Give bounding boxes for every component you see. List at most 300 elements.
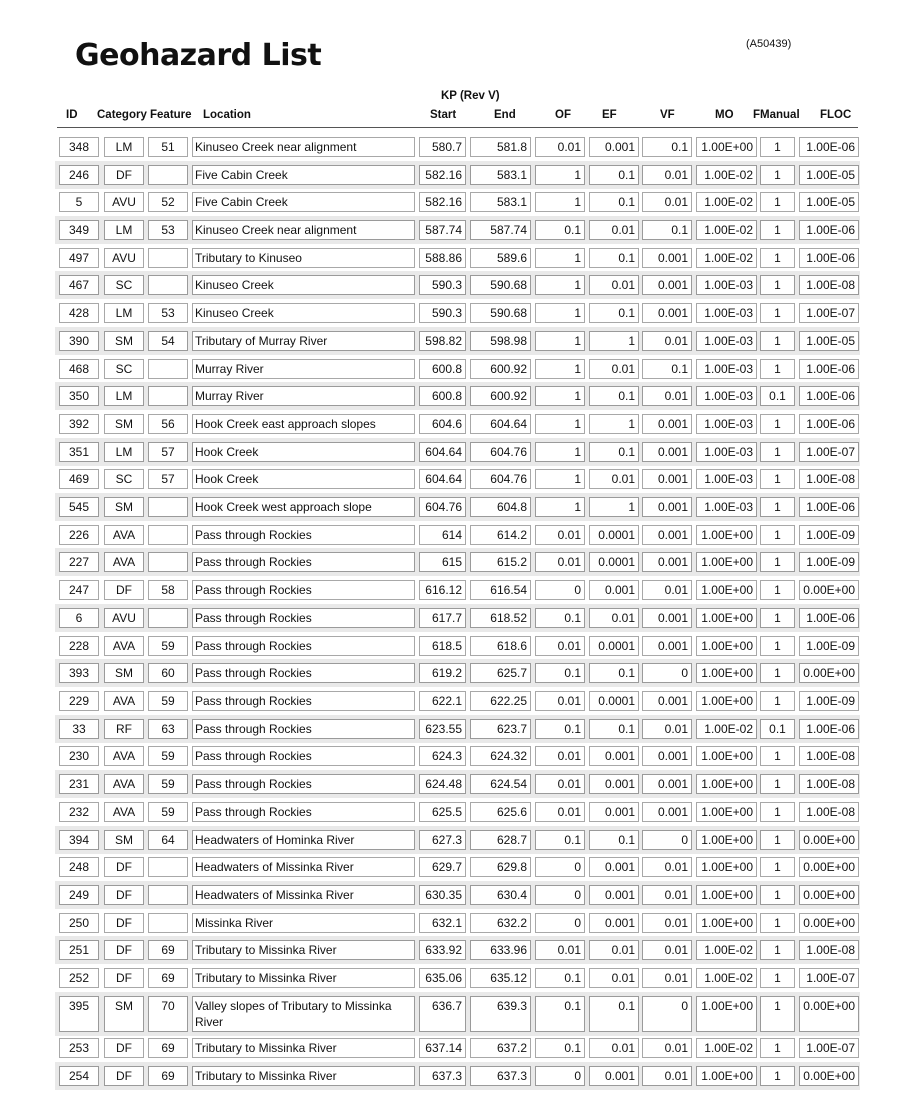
cell-vf: 0.01 — [642, 719, 692, 739]
cell-ef: 0.0001 — [589, 552, 639, 572]
cell-location: Pass through Rockies — [192, 746, 415, 766]
cell-start: 582.16 — [419, 165, 466, 185]
cell-fmanual: 1 — [760, 996, 795, 1032]
cell-of: 0.01 — [535, 137, 585, 157]
cell-start: 590.3 — [419, 275, 466, 295]
cell-vf: 0.001 — [642, 442, 692, 462]
cell-feature: 59 — [148, 802, 188, 822]
cell-category: LM — [104, 220, 144, 240]
cell-mo: 1.00E+00 — [696, 885, 757, 905]
cell-start: 629.7 — [419, 857, 466, 877]
cell-vf: 0.001 — [642, 497, 692, 517]
cell-id: 227 — [59, 552, 99, 572]
cell-vf: 0 — [642, 830, 692, 850]
cell-end: 600.92 — [470, 359, 531, 379]
cell-id: 497 — [59, 248, 99, 268]
cell-id: 350 — [59, 386, 99, 406]
cell-id: 394 — [59, 830, 99, 850]
cell-fmanual: 1 — [760, 275, 795, 295]
cell-location: Tributary to Missinka River — [192, 1038, 415, 1058]
cell-feature — [148, 386, 188, 406]
cell-start: 624.48 — [419, 774, 466, 794]
cell-location: Tributary to Missinka River — [192, 968, 415, 988]
cell-vf: 0.001 — [642, 608, 692, 628]
table-row — [0, 161, 901, 189]
cell-floc: 0.00E+00 — [799, 1066, 859, 1086]
cell-vf: 0.001 — [642, 303, 692, 323]
cell-of: 0.1 — [535, 719, 585, 739]
cell-fmanual: 1 — [760, 248, 795, 268]
table-row — [0, 1062, 901, 1090]
cell-fmanual: 1 — [760, 830, 795, 850]
cell-ef: 0.1 — [589, 996, 639, 1032]
cell-start: 619.2 — [419, 663, 466, 683]
cell-of: 0.1 — [535, 663, 585, 683]
cell-ef: 1 — [589, 497, 639, 517]
cell-vf: 0.1 — [642, 359, 692, 379]
cell-vf: 0.001 — [642, 414, 692, 434]
cell-ef: 0.01 — [589, 469, 639, 489]
cell-feature — [148, 857, 188, 877]
table-row — [0, 909, 901, 937]
table-row — [0, 548, 901, 576]
cell-floc: 1.00E-06 — [799, 497, 859, 517]
cell-fmanual: 1 — [760, 442, 795, 462]
cell-category: DF — [104, 913, 144, 933]
cell-vf: 0.001 — [642, 248, 692, 268]
cell-end: 581.8 — [470, 137, 531, 157]
cell-start: 582.16 — [419, 192, 466, 212]
table-row — [0, 826, 901, 854]
cell-fmanual: 1 — [760, 192, 795, 212]
cell-vf: 0.001 — [642, 802, 692, 822]
cell-mo: 1.00E-03 — [696, 331, 757, 351]
cell-end: 614.2 — [470, 525, 531, 545]
cell-floc: 1.00E-05 — [799, 165, 859, 185]
cell-ef: 1 — [589, 414, 639, 434]
cell-category: AVA — [104, 691, 144, 711]
table-row — [0, 465, 901, 493]
table-row — [0, 299, 901, 327]
cell-end: 587.74 — [470, 220, 531, 240]
col-header-id: ID — [66, 109, 78, 121]
table-row — [0, 216, 901, 244]
cell-ef: 0.001 — [589, 137, 639, 157]
cell-id: 229 — [59, 691, 99, 711]
cell-location: Five Cabin Creek — [192, 165, 415, 185]
cell-of: 1 — [535, 248, 585, 268]
cell-floc: 1.00E-08 — [799, 940, 859, 960]
cell-of: 0.01 — [535, 691, 585, 711]
cell-ef: 0.001 — [589, 580, 639, 600]
cell-id: 468 — [59, 359, 99, 379]
cell-id: 254 — [59, 1066, 99, 1086]
table-row — [0, 1034, 901, 1062]
cell-location: Headwaters of Missinka River — [192, 857, 415, 877]
cell-end: 637.2 — [470, 1038, 531, 1058]
cell-floc: 1.00E-06 — [799, 359, 859, 379]
cell-mo: 1.00E-03 — [696, 359, 757, 379]
col-header-end: End — [494, 109, 516, 121]
cell-feature: 57 — [148, 442, 188, 462]
cell-start: 637.14 — [419, 1038, 466, 1058]
cell-location: Hook Creek west approach slope — [192, 497, 415, 517]
cell-floc: 1.00E-06 — [799, 414, 859, 434]
cell-of: 0 — [535, 913, 585, 933]
table-row — [0, 188, 901, 216]
cell-id: 428 — [59, 303, 99, 323]
cell-floc: 1.00E-06 — [799, 137, 859, 157]
cell-fmanual: 1 — [760, 1066, 795, 1086]
cell-floc: 1.00E-07 — [799, 303, 859, 323]
cell-end: 623.7 — [470, 719, 531, 739]
cell-floc: 1.00E-05 — [799, 331, 859, 351]
cell-fmanual: 0.1 — [760, 386, 795, 406]
cell-feature — [148, 525, 188, 545]
cell-start: 636.7 — [419, 996, 466, 1032]
table-row — [0, 881, 901, 909]
cell-start: 600.8 — [419, 359, 466, 379]
cell-ef: 0.01 — [589, 275, 639, 295]
cell-category: SM — [104, 331, 144, 351]
cell-feature: 58 — [148, 580, 188, 600]
cell-floc: 1.00E-05 — [799, 192, 859, 212]
cell-location: Valley slopes of Tributary to Missinka River — [192, 996, 415, 1032]
cell-vf: 0.01 — [642, 1066, 692, 1086]
cell-location: Pass through Rockies — [192, 774, 415, 794]
cell-fmanual: 1 — [760, 137, 795, 157]
cell-ef: 0.1 — [589, 165, 639, 185]
cell-start: 625.5 — [419, 802, 466, 822]
cell-id: 252 — [59, 968, 99, 988]
cell-fmanual: 1 — [760, 1038, 795, 1058]
cell-end: 624.54 — [470, 774, 531, 794]
cell-feature: 59 — [148, 774, 188, 794]
cell-location: Kinuseo Creek near alignment — [192, 137, 415, 157]
cell-floc: 0.00E+00 — [799, 885, 859, 905]
col-header-fmanual: FManual — [753, 109, 800, 121]
cell-fmanual: 1 — [760, 469, 795, 489]
cell-fmanual: 1 — [760, 774, 795, 794]
cell-location: Kinuseo Creek — [192, 303, 415, 323]
cell-mo: 1.00E-03 — [696, 442, 757, 462]
cell-mo: 1.00E-02 — [696, 192, 757, 212]
cell-start: 623.55 — [419, 719, 466, 739]
cell-feature: 59 — [148, 636, 188, 656]
cell-fmanual: 1 — [760, 857, 795, 877]
cell-fmanual: 1 — [760, 497, 795, 517]
cell-location: Headwaters of Hominka River — [192, 830, 415, 850]
cell-fmanual: 1 — [760, 165, 795, 185]
cell-id: 351 — [59, 442, 99, 462]
cell-of: 0.01 — [535, 802, 585, 822]
cell-ef: 0.01 — [589, 940, 639, 960]
cell-ef: 0.1 — [589, 248, 639, 268]
cell-start: 604.64 — [419, 469, 466, 489]
cell-feature: 69 — [148, 1038, 188, 1058]
cell-fmanual: 1 — [760, 608, 795, 628]
cell-mo: 1.00E+00 — [696, 802, 757, 822]
cell-feature: 70 — [148, 996, 188, 1032]
cell-location: Missinka River — [192, 913, 415, 933]
cell-vf: 0.1 — [642, 220, 692, 240]
table-row — [0, 853, 901, 881]
cell-ef: 0.1 — [589, 663, 639, 683]
cell-of: 1 — [535, 386, 585, 406]
cell-id: 253 — [59, 1038, 99, 1058]
cell-floc: 0.00E+00 — [799, 663, 859, 683]
cell-location: Murray River — [192, 386, 415, 406]
cell-feature — [148, 248, 188, 268]
cell-vf: 0.001 — [642, 746, 692, 766]
cell-feature: 69 — [148, 940, 188, 960]
cell-end: 604.8 — [470, 497, 531, 517]
table-row — [0, 936, 901, 964]
cell-feature — [148, 165, 188, 185]
cell-end: 616.54 — [470, 580, 531, 600]
cell-vf: 0.01 — [642, 885, 692, 905]
cell-category: SM — [104, 996, 144, 1032]
cell-of: 1 — [535, 303, 585, 323]
cell-category: DF — [104, 165, 144, 185]
cell-feature — [148, 275, 188, 295]
cell-end: 598.98 — [470, 331, 531, 351]
cell-mo: 1.00E+00 — [696, 608, 757, 628]
cell-id: 467 — [59, 275, 99, 295]
cell-location: Hook Creek — [192, 442, 415, 462]
cell-vf: 0.01 — [642, 192, 692, 212]
cell-floc: 1.00E-07 — [799, 442, 859, 462]
cell-vf: 0.01 — [642, 968, 692, 988]
cell-floc: 0.00E+00 — [799, 830, 859, 850]
table-row — [0, 770, 901, 798]
cell-id: 247 — [59, 580, 99, 600]
cell-start: 604.76 — [419, 497, 466, 517]
cell-of: 0.1 — [535, 608, 585, 628]
cell-fmanual: 1 — [760, 940, 795, 960]
cell-fmanual: 1 — [760, 359, 795, 379]
cell-vf: 0.001 — [642, 552, 692, 572]
cell-mo: 1.00E+00 — [696, 830, 757, 850]
cell-category: SC — [104, 469, 144, 489]
cell-mo: 1.00E+00 — [696, 996, 757, 1032]
cell-floc: 0.00E+00 — [799, 996, 859, 1032]
cell-floc: 0.00E+00 — [799, 580, 859, 600]
cell-ef: 1 — [589, 331, 639, 351]
cell-mo: 1.00E-02 — [696, 1038, 757, 1058]
cell-of: 1 — [535, 414, 585, 434]
cell-end: 637.3 — [470, 1066, 531, 1086]
cell-location: Hook Creek east approach slopes — [192, 414, 415, 434]
table-row — [0, 521, 901, 549]
cell-of: 0.01 — [535, 636, 585, 656]
cell-category: LM — [104, 386, 144, 406]
cell-mo: 1.00E-02 — [696, 220, 757, 240]
cell-floc: 1.00E-07 — [799, 1038, 859, 1058]
cell-end: 625.6 — [470, 802, 531, 822]
cell-id: 248 — [59, 857, 99, 877]
cell-mo: 1.00E+00 — [696, 663, 757, 683]
cell-location: Tributary to Kinuseo — [192, 248, 415, 268]
cell-location: Kinuseo Creek near alignment — [192, 220, 415, 240]
cell-id: 250 — [59, 913, 99, 933]
cell-ef: 0.1 — [589, 442, 639, 462]
cell-location: Pass through Rockies — [192, 636, 415, 656]
cell-category: AVA — [104, 746, 144, 766]
table-row — [0, 576, 901, 604]
cell-feature — [148, 552, 188, 572]
cell-of: 1 — [535, 275, 585, 295]
cell-feature: 63 — [148, 719, 188, 739]
cell-end: 639.3 — [470, 996, 531, 1032]
cell-ef: 0.01 — [589, 1038, 639, 1058]
cell-location: Pass through Rockies — [192, 552, 415, 572]
cell-feature — [148, 913, 188, 933]
cell-mo: 1.00E-03 — [696, 497, 757, 517]
col-header-vf: VF — [660, 109, 675, 121]
cell-end: 618.52 — [470, 608, 531, 628]
cell-location: Pass through Rockies — [192, 691, 415, 711]
cell-mo: 1.00E+00 — [696, 746, 757, 766]
cell-fmanual: 1 — [760, 885, 795, 905]
cell-category: AVA — [104, 774, 144, 794]
cell-category: DF — [104, 968, 144, 988]
cell-category: AVA — [104, 802, 144, 822]
cell-start: 618.5 — [419, 636, 466, 656]
table-row — [0, 133, 901, 161]
cell-feature — [148, 497, 188, 517]
cell-end: 590.68 — [470, 303, 531, 323]
cell-of: 1 — [535, 359, 585, 379]
cell-floc: 1.00E-08 — [799, 275, 859, 295]
cell-category: SM — [104, 414, 144, 434]
cell-mo: 1.00E+00 — [696, 636, 757, 656]
cell-category: DF — [104, 885, 144, 905]
cell-floc: 1.00E-09 — [799, 636, 859, 656]
cell-fmanual: 1 — [760, 691, 795, 711]
table-row — [0, 271, 901, 299]
cell-of: 0 — [535, 580, 585, 600]
cell-of: 0 — [535, 885, 585, 905]
cell-fmanual: 1 — [760, 913, 795, 933]
cell-ef: 0.001 — [589, 774, 639, 794]
cell-feature: 64 — [148, 830, 188, 850]
cell-vf: 0.001 — [642, 525, 692, 545]
cell-location: Pass through Rockies — [192, 802, 415, 822]
cell-vf: 0.001 — [642, 636, 692, 656]
col-header-category: Category — [97, 109, 147, 121]
cell-start: 580.7 — [419, 137, 466, 157]
cell-end: 630.4 — [470, 885, 531, 905]
cell-ef: 0.0001 — [589, 636, 639, 656]
cell-end: 590.68 — [470, 275, 531, 295]
cell-id: 393 — [59, 663, 99, 683]
cell-location: Murray River — [192, 359, 415, 379]
cell-feature — [148, 359, 188, 379]
cell-location: Hook Creek — [192, 469, 415, 489]
cell-vf: 0.001 — [642, 691, 692, 711]
cell-id: 348 — [59, 137, 99, 157]
cell-mo: 1.00E+00 — [696, 525, 757, 545]
cell-location: Pass through Rockies — [192, 663, 415, 683]
cell-mo: 1.00E-03 — [696, 414, 757, 434]
cell-category: SM — [104, 663, 144, 683]
cell-floc: 0.00E+00 — [799, 857, 859, 877]
table-row — [0, 327, 901, 355]
cell-ef: 0.0001 — [589, 525, 639, 545]
cell-ef: 0.001 — [589, 1066, 639, 1086]
cell-category: LM — [104, 137, 144, 157]
cell-of: 0.01 — [535, 774, 585, 794]
cell-fmanual: 1 — [760, 580, 795, 600]
cell-location: Pass through Rockies — [192, 525, 415, 545]
cell-floc: 1.00E-08 — [799, 774, 859, 794]
cell-mo: 1.00E+00 — [696, 857, 757, 877]
cell-start: 604.6 — [419, 414, 466, 434]
cell-category: DF — [104, 580, 144, 600]
cell-start: 622.1 — [419, 691, 466, 711]
cell-id: 230 — [59, 746, 99, 766]
cell-feature: 59 — [148, 691, 188, 711]
cell-mo: 1.00E+00 — [696, 580, 757, 600]
cell-ef: 0.001 — [589, 913, 639, 933]
col-header-feature: Feature — [150, 109, 192, 121]
cell-category: AVA — [104, 636, 144, 656]
cell-id: 392 — [59, 414, 99, 434]
cell-ef: 0.1 — [589, 386, 639, 406]
cell-end: 583.1 — [470, 165, 531, 185]
cell-start: 635.06 — [419, 968, 466, 988]
cell-mo: 1.00E-02 — [696, 165, 757, 185]
cell-id: 390 — [59, 331, 99, 351]
cell-id: 232 — [59, 802, 99, 822]
cell-feature: 53 — [148, 303, 188, 323]
cell-id: 249 — [59, 885, 99, 905]
cell-id: 349 — [59, 220, 99, 240]
cell-of: 0.01 — [535, 746, 585, 766]
cell-start: 600.8 — [419, 386, 466, 406]
cell-category: SC — [104, 275, 144, 295]
cell-of: 0.1 — [535, 996, 585, 1032]
cell-ef: 0.001 — [589, 802, 639, 822]
cell-mo: 1.00E+00 — [696, 552, 757, 572]
cell-location: Tributary to Missinka River — [192, 940, 415, 960]
cell-of: 0.01 — [535, 525, 585, 545]
col-header-ef: EF — [602, 109, 617, 121]
cell-id: 231 — [59, 774, 99, 794]
cell-of: 1 — [535, 165, 585, 185]
cell-start: 616.12 — [419, 580, 466, 600]
cell-floc: 1.00E-07 — [799, 968, 859, 988]
cell-start: 604.64 — [419, 442, 466, 462]
cell-end: 615.2 — [470, 552, 531, 572]
cell-category: DF — [104, 1038, 144, 1058]
table-row — [0, 992, 901, 1036]
cell-vf: 0.01 — [642, 857, 692, 877]
cell-of: 0 — [535, 1066, 585, 1086]
cell-feature — [148, 608, 188, 628]
cell-of: 0.1 — [535, 220, 585, 240]
cell-end: 600.92 — [470, 386, 531, 406]
cell-mo: 1.00E+00 — [696, 913, 757, 933]
cell-end: 635.12 — [470, 968, 531, 988]
cell-category: RF — [104, 719, 144, 739]
cell-vf: 0.01 — [642, 331, 692, 351]
cell-vf: 0.01 — [642, 913, 692, 933]
cell-fmanual: 1 — [760, 746, 795, 766]
cell-start: 590.3 — [419, 303, 466, 323]
cell-floc: 1.00E-06 — [799, 220, 859, 240]
